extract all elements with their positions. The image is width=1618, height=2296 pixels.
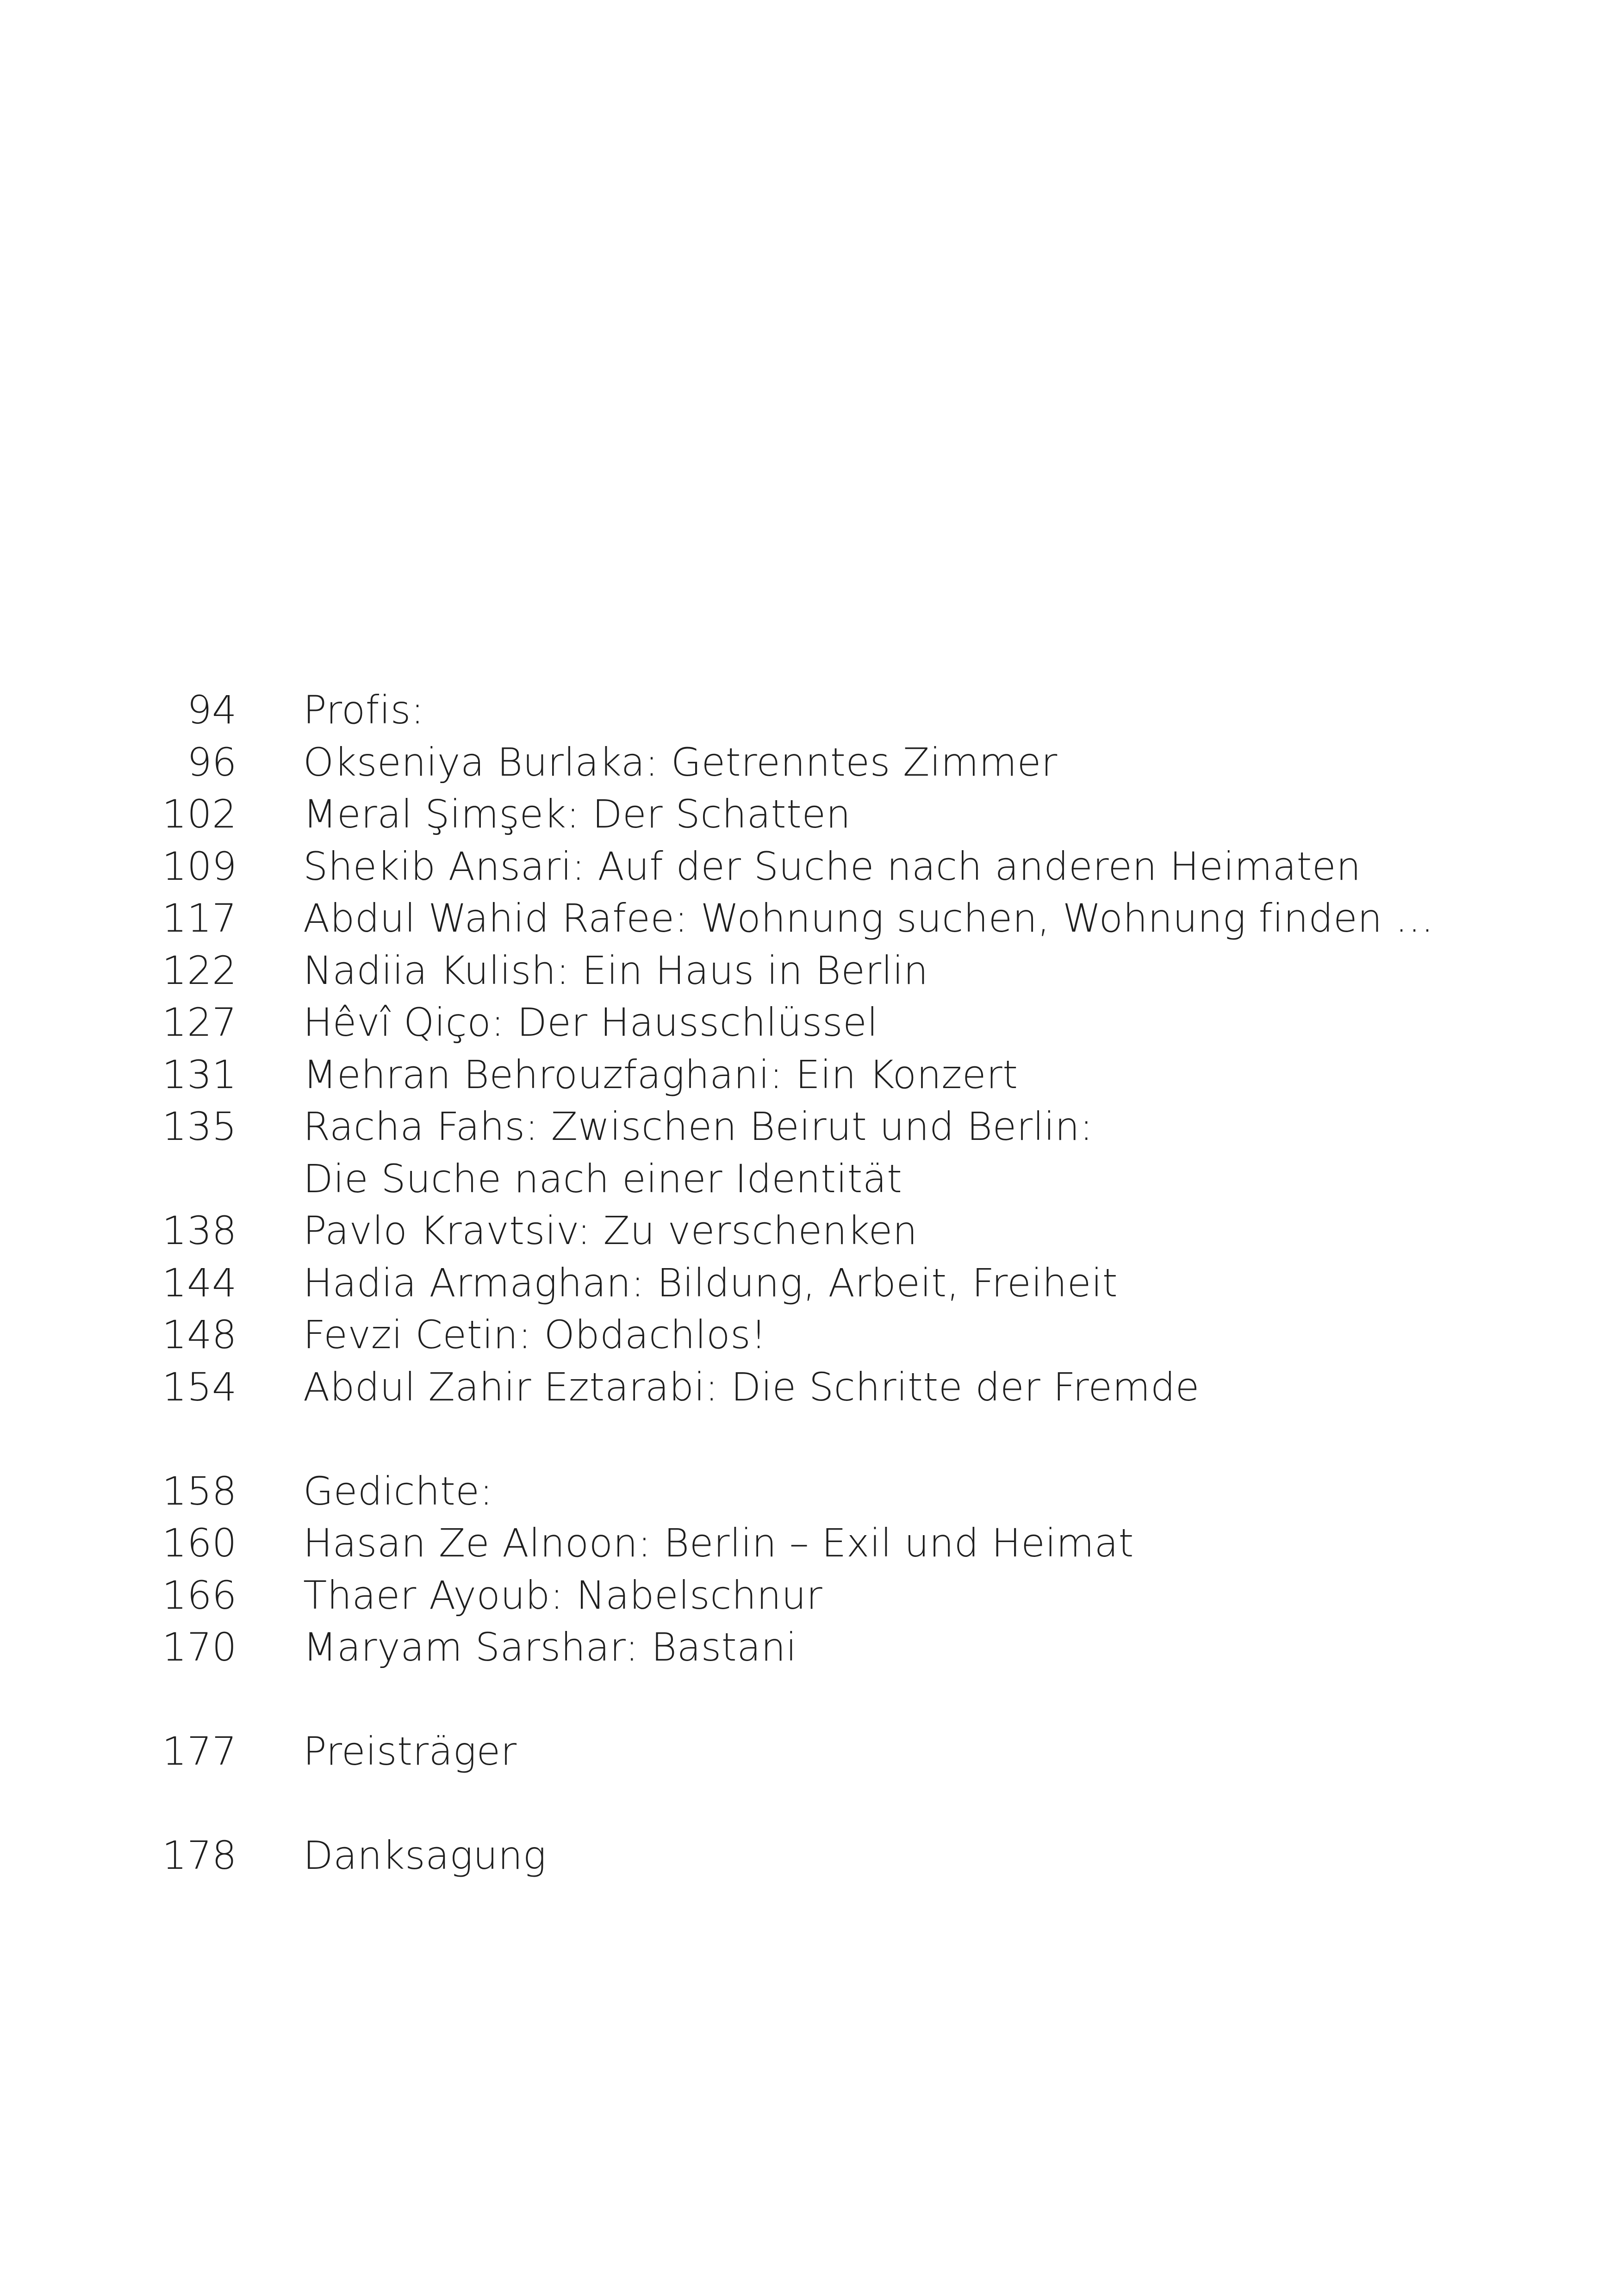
toc-entry-title: Hasan Ze Alnoon: Berlin – Exil und Heimat <box>303 1520 1134 1566</box>
toc-entry <box>0 1309 1618 1361</box>
toc-page-number: 96 <box>187 739 237 785</box>
toc-entry-title: Shekib Ansari: Auf der Suche nach anderen Heimaten <box>303 843 1361 889</box>
toc-entry-title: Profis: <box>303 687 424 733</box>
toc-page-number: 109 <box>162 843 237 889</box>
toc-page-number: 178 <box>162 1833 237 1878</box>
toc-entry-title: Abdul Zahir Eztarabi: Die Schritte der Fremde <box>303 1364 1200 1410</box>
toc-entry-continuation <box>0 1153 1618 1205</box>
toc-entry <box>0 736 1618 789</box>
toc-entry <box>0 892 1618 945</box>
toc-entry-title: Danksagung <box>303 1833 547 1878</box>
toc-entry-title: Okseniya Burlaka: Getrenntes Zimmer <box>303 739 1058 785</box>
toc-entry-title: Hêvî Qiço: Der Hausschlüssel <box>303 1000 878 1045</box>
toc-page-number: 122 <box>162 947 237 993</box>
toc-page-number: 135 <box>162 1104 237 1149</box>
toc-page-number: 160 <box>162 1520 237 1566</box>
toc-page-number: 127 <box>162 1000 237 1045</box>
toc-entry <box>0 1101 1618 1153</box>
toc-entry-title: Racha Fahs: Zwischen Beirut und Berlin: <box>303 1104 1093 1149</box>
toc-entry <box>0 1361 1618 1413</box>
toc-entry <box>0 1621 1618 1674</box>
toc-page-number: 102 <box>162 791 237 837</box>
toc-entry-title: Abdul Wahid Rafee: Wohnung suchen, Wohnung finden … <box>303 896 1434 941</box>
toc-entry <box>0 1049 1618 1101</box>
toc-entry <box>0 1569 1618 1622</box>
toc-entry <box>0 1205 1618 1257</box>
table-of-contents <box>0 684 1618 1882</box>
toc-entry-title: Gedichte: <box>303 1468 493 1514</box>
toc-entry-title: Preisträger <box>303 1729 517 1774</box>
toc-entry <box>0 996 1618 1049</box>
toc-page-number: 94 <box>187 687 237 733</box>
toc-page-number: 177 <box>162 1729 237 1774</box>
toc-page-number: 117 <box>162 896 237 941</box>
toc-page-number: 131 <box>162 1052 237 1097</box>
toc-entry-title: Pavlo Kravtsiv: Zu verschenken <box>303 1208 918 1253</box>
toc-entry-preistraeger <box>0 1725 1618 1778</box>
toc-entry <box>0 840 1618 893</box>
toc-entry-title: Fevzi Cetin: Obdachlos! <box>303 1312 767 1357</box>
toc-entry-section-gedichte <box>0 1465 1618 1518</box>
toc-page-number: 144 <box>162 1260 237 1306</box>
toc-entry-title: Thaer Ayoub: Nabelschnur <box>303 1572 823 1618</box>
toc-entry-title: Die Suche nach einer Identität <box>303 1156 902 1201</box>
toc-entry-title: Mehran Behrouzfaghani: Ein Konzert <box>303 1052 1018 1097</box>
toc-entry-title: Meral Şimşek: Der Schatten <box>303 791 851 837</box>
toc-entry-section-profis <box>0 684 1618 736</box>
toc-page-number: 170 <box>162 1624 237 1670</box>
toc-page-number: 148 <box>162 1312 237 1357</box>
toc-page-number: 166 <box>162 1572 237 1618</box>
toc-entry <box>0 945 1618 997</box>
toc-entry-danksagung <box>0 1829 1618 1882</box>
toc-entry <box>0 1517 1618 1569</box>
toc-page-number: 158 <box>162 1468 237 1514</box>
toc-entry-title: Nadiia Kulish: Ein Haus in Berlin <box>303 947 928 993</box>
toc-entry-title: Hadia Armaghan: Bildung, Arbeit, Freiheit <box>303 1260 1118 1306</box>
toc-page-number: 138 <box>162 1208 237 1253</box>
toc-entry <box>0 1257 1618 1309</box>
toc-entry <box>0 788 1618 840</box>
toc-entry-title: Maryam Sarshar: Bastani <box>303 1624 797 1670</box>
toc-page-number: 154 <box>162 1364 237 1410</box>
